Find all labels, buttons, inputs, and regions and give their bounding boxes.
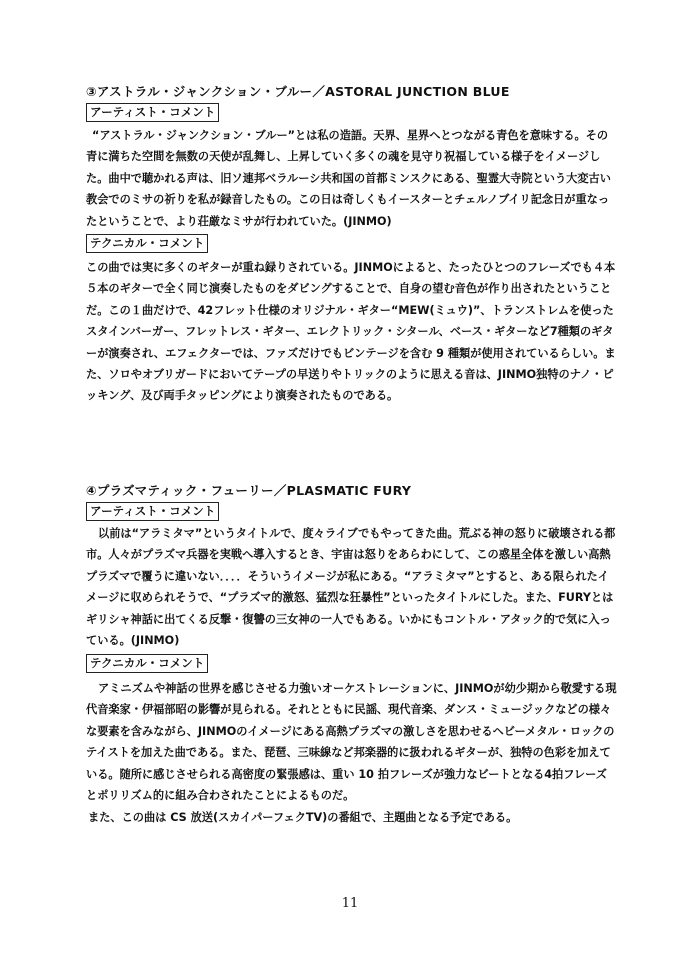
section-4-artist-comment: 以前は“アラミタマ”というタイトルで、度々ライブでもやってきた曲。荒ぶる神の怒りに破壊される都市。人々がプラズマ兵器を実戦へ導入するとき、宇宙は怒りをあらわにして、この惑星全体を激しい高熱プラズマで覆うに違いない．．．．そういうイメージが私にある。“アラミタマ”とすると、ある限られたイメージに収められそうで、“プラズマ的激怒、猛烈な狂暴性”といったタイトルにした。また、FURYとはギリシャ神話に出てくる反撃・復讐の三女神の一人でもある。いかにもコントル・アタック的で気に入っている。(JINMO) (86, 527, 616, 648)
section-4-technical-comment-label: テクニカル・コメント (86, 654, 208, 673)
section-3-heading: ③アストラル・ジャンクション・ブルー／ASTORAL JUNCTION BLUE (86, 84, 510, 99)
page-number: 11 (341, 896, 359, 911)
section-4-technical-comment: アミニズムや神話の世界を感じさせる力強いオーケストレーションに、JINMOが幼少期から敬愛する現代音楽家・伊福部昭の影響が見られる。それとともに民謡、現代音楽、ダンス・ミュージックなどの様々な要素を含みながら、JINMOのイメージにある高熱プラズマの激しさを思わせるヘビーメタル・ロックのテイストを加えた曲である。また、琵琶、三味線など邦楽器的に扱われるギターが、独特の色彩を加えている。随所に感じさせられる高密度の緊張感は、重い 10 拍フレーズが強力なビートとなる4拍フレーズとポリリズム的に組み合わされたことによるものだ。 (86, 682, 617, 803)
section-3-artist-comment-label: アーティスト・コメント (86, 103, 219, 122)
section-4-artist-comment-label: アーティスト・コメント (86, 502, 219, 521)
section-4-heading: ④プラズマティック・フューリー／PLASMATIC FURY (86, 483, 412, 498)
section-3-artist-comment: “アストラル・ジャンクション・ブルー”とは私の造語。天界、星界へとつながる青色を意味する。その青に満ちた空間を無数の天使が乱舞し、上昇していく多くの魂を見守り祝福している様子をイメージした。曲中で聴かれる声は、旧ソ連邦ベラルーシ共和国の首都ミンスクにある、聖霊大寺院という大変古い教会でのミサの祈りを私が録音したもの。この日は奇しくもイースターとチェルノブイリ記念日が重なったということで、より荘厳なミサが行われていた。(JINMO) (86, 129, 611, 228)
section-3-technical-comment-label: テクニカル・コメント (86, 234, 208, 253)
section-3-technical-comment: この曲では実に多くのギターが重ね録りされている。JINMOによると、たったひとつのフレーズでも４本５本のギターで全く同じ演奏したものをダビングすることで、自身の望む音色が作り出されたということだ。この１曲だけで、42フレット仕様のオリジナル・ギター“MEW(ミュウ)”、トランストレムを使ったスタインバーガー、フレットレス・ギター、エレクトリック・シタール、ベース・ギターなど7種類のギターが演奏され、エフェクターでは、ファズだけでもビンテージを含む 9 種類が使用されているらしい。また、ソロやオブリガードにおいてテープの早送りやトリックのように思える音は、JINMO独特のナノ・ピッキング、及び両手タッピングにより演奏されたものである。 (86, 261, 616, 403)
section-4-broadcast-note: また、この曲は CS 放送(スカイパーフェクTV)の番組で、主題曲となる予定である。 (88, 811, 518, 824)
